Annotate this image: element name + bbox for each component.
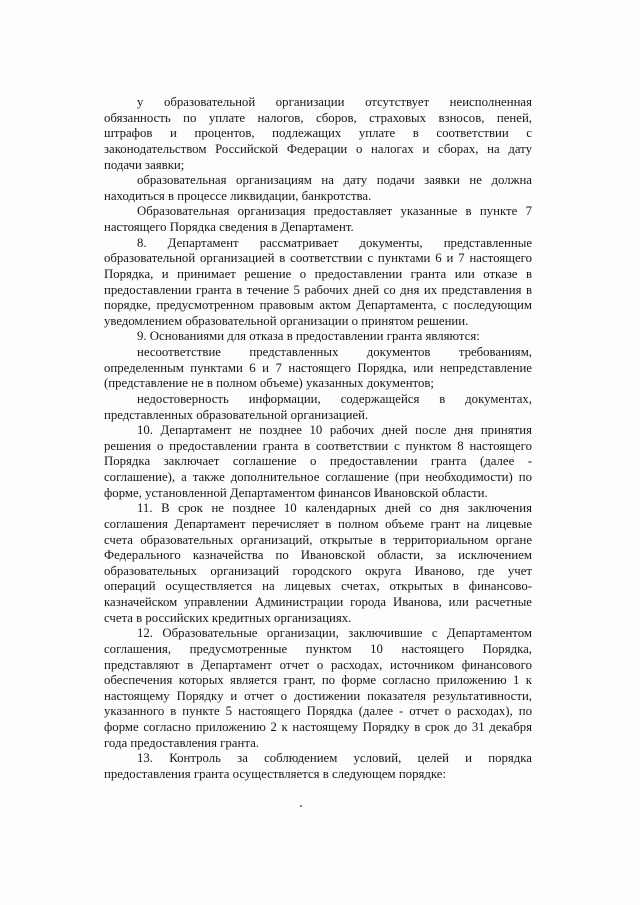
text-line: соглашение), а также дополнительное соглашение (при необходимости) по [104, 470, 532, 484]
text-line: настоящего Порядка сведения в Департамент. [104, 220, 354, 234]
paragraph-info-submission [104, 204, 532, 235]
text-line: (представление не в полном объеме) указанных документов; [104, 376, 434, 391]
text-line: 8. Департамент рассматривает документы, представленные [137, 235, 532, 250]
text-line: образовательных организаций городского округа Иваново, где учет [104, 563, 532, 578]
text-line: 9. Основаниями для отказа в предоставлении гранта являются: [137, 329, 480, 344]
paragraph-debt-condition [104, 95, 532, 173]
text-line: предоставления гранта осуществляется в следующем порядке: [104, 766, 447, 781]
text-line: соглашения, предусмотренные пунктом 10 настоящего Порядка, [104, 641, 532, 656]
text-line: настоящему Порядку и отчет о достижении показателя результативности, [104, 688, 532, 703]
text-line: Порядка, и принимает решение о предоставлении гранта или отказе в [104, 266, 532, 281]
text-line: у образовательной организации отсутствует неисполненная [137, 95, 532, 109]
paragraph-clause-8 [104, 236, 532, 330]
text-line: операций осуществляется на лицевых счетах, открытых в финансово- [104, 579, 532, 594]
text-line: порядке, предусмотренном правовым актом Департамента, с последующим [104, 298, 532, 313]
paragraph-refusal-reason-2 [104, 392, 532, 423]
text-line: 10. Департамент не позднее 10 рабочих дней после дня принятия [137, 423, 532, 438]
text-line: года предоставления гранта. [104, 735, 259, 750]
scan-dot-mark [300, 805, 302, 807]
paragraph-clause-9 [104, 329, 532, 345]
text-line: казначейском управлении Администрации города Иванова, или расчетные [104, 595, 532, 609]
paragraph-refusal-reason-1 [104, 345, 532, 392]
text-line: 11. В срок не позднее 10 календарных дней со дня заключения [137, 501, 532, 516]
text-line: 12. Образовательные организации, заключившие с Департаментом [137, 626, 532, 641]
text-line: Федерального казначейства по Ивановской области, за исключением [104, 548, 532, 563]
document-body [104, 95, 532, 783]
text-line: счета образовательных организаций, открытые в территориальном органе [104, 532, 532, 547]
text-line: находиться в процессе ликвидации, банкротства. [104, 188, 372, 203]
text-line: обязанность по уплате налогов, сборов, страховых взносов, пеней, [104, 110, 532, 125]
text-line: соглашения Департамент перечисляет в полном объеме грант на лицевые [104, 516, 532, 531]
text-line: указанного в пункте 5 настоящего Порядка (далее - отчет о расходах), по [104, 704, 532, 719]
text-line: Образовательная организация предоставляет указанные в пункте 7 [137, 204, 532, 219]
text-line: Порядка заключает соглашение о предоставлении гранта (далее - [104, 454, 532, 469]
paragraph-liquidation-condition [104, 173, 532, 204]
text-line: решения о предоставлении гранта в соответствии с пунктом 8 настоящего [104, 438, 532, 453]
text-line: недостоверность информации, содержащейся в документах, [137, 391, 532, 406]
text-line: штрафов и процентов, подлежащих уплате в соответствии с [104, 126, 532, 141]
text-line: определенным пунктами 6 и 7 настоящего Порядка, или непредставление [104, 360, 532, 375]
text-line: счета в российских кредитных организациях. [104, 610, 352, 625]
text-line: подачи заявки; [104, 157, 185, 172]
text-line: уведомлением образовательной организации о принятом решении. [104, 313, 469, 328]
paragraph-clause-13 [104, 751, 532, 782]
text-line: образовательной организацией в соответствии с пунктами 6 и 7 настоящего [104, 251, 532, 266]
paragraph-clause-11 [104, 501, 532, 626]
text-line: форме согласно приложению 2 к настоящему Порядку в срок до 31 декабря [104, 720, 532, 734]
text-line: образовательная организациям на дату подачи заявки не должна [137, 173, 532, 188]
text-line: 13. Контроль за соблюдением условий, целей и порядка [137, 751, 532, 766]
text-line: форме, установленной Департаментом финансов Ивановской области. [104, 485, 488, 500]
text-line: представляют в Департамент отчет о расходах, источником финансового [104, 657, 532, 672]
text-line: законодательством Российской Федерации о налогах и сборах, на дату [104, 141, 532, 156]
text-line: представленных образовательной организацией. [104, 407, 369, 422]
text-line: несоответствие представленных документов требованиям, [137, 345, 532, 359]
paragraph-clause-10 [104, 423, 532, 501]
text-line: предоставлении гранта в течение 5 рабочих дней со дня их представления в [104, 282, 532, 297]
paragraph-clause-12 [104, 626, 532, 751]
text-line: обеспечения которых является грант, по форме согласно приложению 1 к [104, 673, 532, 688]
